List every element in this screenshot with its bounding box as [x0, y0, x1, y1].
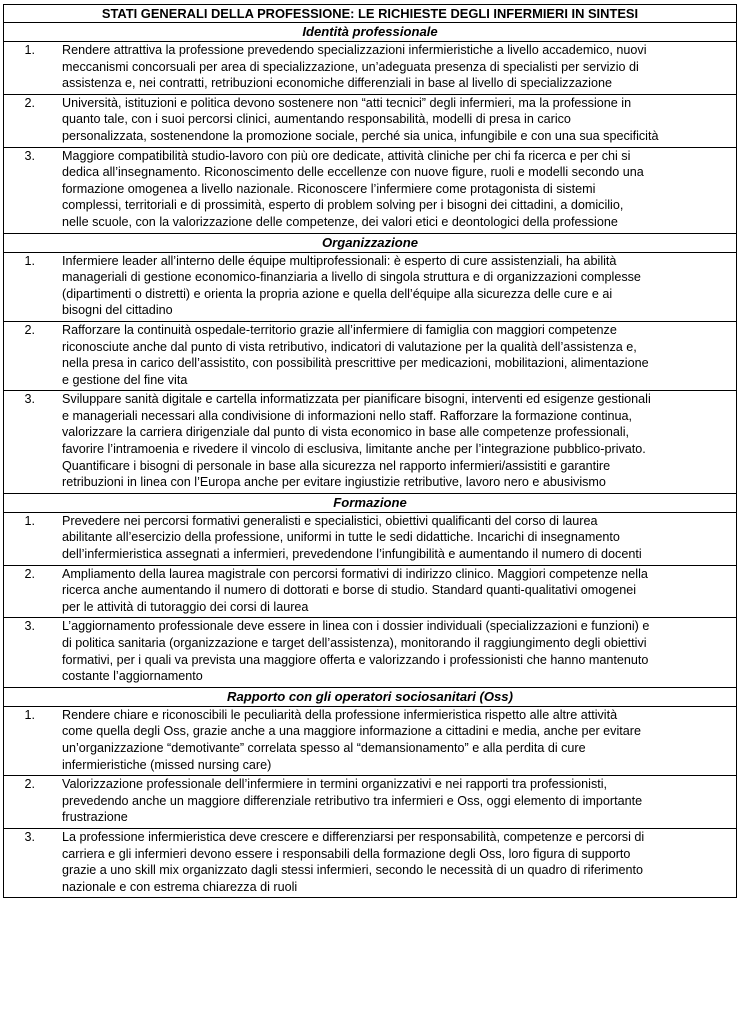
item-text-line: riconosciute anche dal punto di vista retributivo, indicatori di valutazione per la qualità dell’assistenza e,	[62, 339, 637, 354]
item-text-line: frustrazione	[62, 810, 128, 825]
item-text-line: dedica all’insegnamento. Riconoscimento delle eccellenze con nuove figure, ruoli e modelli secondo una	[62, 165, 644, 180]
item-text-line: Rendere attrattiva la professione prevedendo specializzazioni infermieristiche a livello accademico, nuovi	[62, 43, 647, 57]
list-item-row	[4, 618, 737, 687]
item-text	[62, 513, 733, 563]
list-item-row	[4, 321, 737, 390]
item-text-line: Quantificare i bisogni di personale in base alla sicurezza nel rapporto infermieri/assistiti e garantire	[62, 458, 611, 473]
item-text-line: Prevedere nei percorsi formativi generalisti e specialistici, obiettivi qualificanti del corso di laurea	[62, 513, 598, 528]
section-heading: Identità professionale	[4, 23, 737, 42]
item-text-line: formativi, per i quali va prevista una maggiore offerta e valorizzando i professionisti che hanno mantenuto	[62, 652, 649, 667]
item-number: 3.	[24, 619, 35, 634]
list-item-cell	[4, 252, 737, 321]
list-item	[4, 148, 736, 233]
list-item-cell	[4, 565, 737, 618]
list-item	[4, 707, 736, 775]
list-item	[4, 253, 736, 321]
section-heading: Organizzazione	[4, 233, 737, 252]
list-item-cell	[4, 828, 737, 897]
section-heading-row	[4, 493, 737, 512]
list-item	[4, 513, 736, 565]
item-text-line: carriera e gli infermieri devono essere i responsabili della formazione degli Oss, loro figura di supporto	[62, 846, 631, 861]
item-text	[62, 707, 733, 773]
item-number: 1.	[24, 707, 35, 722]
item-text	[62, 322, 733, 388]
item-text-line: bisogni del cittadino	[62, 303, 173, 318]
list-item-row	[4, 828, 737, 897]
item-text-line: L’aggiornamento professionale deve essere in linea con i dossier individuali (specializzazioni e funzioni) e	[62, 619, 650, 634]
list-item-cell	[4, 147, 737, 233]
item-text	[62, 776, 733, 826]
list-item-cell	[4, 94, 737, 147]
list-item-cell	[4, 706, 737, 775]
item-number: 1.	[24, 43, 35, 57]
item-text	[62, 618, 733, 684]
item-text-line: personalizzata, sostenendone la promozione sociale, perché sia unica, infungibile e con una sua specificità	[62, 128, 659, 143]
item-text-line: un’organizzazione “demotivante” correlata spesso al “demansionamento” e alla perdita di cure	[62, 740, 586, 755]
section-heading: Formazione	[4, 493, 737, 512]
list-item-row	[4, 565, 737, 618]
list-item-cell	[4, 42, 737, 95]
item-text-line: quanto tale, con i suoi percorsi clinici, aumentando responsabilità, modelli di presa in carico	[62, 112, 571, 127]
item-text-line: come quella degli Oss, grazie anche a una maggiore informazione a cittadini e media, anche per evitare	[62, 724, 641, 739]
item-text-line: di politica sanitaria (organizzazione e target dell’assistenza), monitorando il raggiungimento degli obiettivi	[62, 636, 647, 650]
list-item-row	[4, 776, 737, 829]
list-item	[4, 776, 736, 828]
list-item-cell	[4, 321, 737, 390]
item-text-line: complessi, territoriali e di prossimità, esperto di problem solving per i bisogni dei cittadini, a domicilio,	[62, 198, 624, 213]
list-item	[4, 95, 736, 147]
item-text	[62, 148, 733, 231]
document-title: STATI GENERALI DELLA PROFESSIONE: LE RICHIESTE DEGLI INFERMIERI IN SINTESI	[4, 5, 737, 23]
item-text	[62, 253, 733, 319]
item-text-line: Valorizzazione professionale dell’infermiere in termini organizzativi e nei rapporti tra professionisti,	[62, 777, 608, 792]
list-item	[4, 618, 736, 686]
item-number: 2.	[24, 566, 35, 581]
list-item-row	[4, 94, 737, 147]
item-text-line: ricerca anche aumentando il numero di dottorati e borse di studio. Standard quanti-qualitativi omogenei	[62, 583, 637, 598]
list-item-cell	[4, 618, 737, 687]
item-number: 3.	[24, 148, 35, 163]
list-item	[4, 566, 736, 618]
item-text-line: retribuzioni in linea con l’Europa anche per evitare ingiustizie retributive, lavoro nero e abusivismo	[62, 475, 606, 490]
item-text-line: La professione infermieristica deve crescere e differenziarsi per responsabilità, competenze e percorsi di	[62, 829, 645, 844]
item-text	[62, 42, 733, 92]
section-heading-row	[4, 233, 737, 252]
item-text-line: assistenza e, nei contratti, retribuzioni economiche differenziali in base al livello di specializzazione	[62, 76, 612, 91]
list-item-cell	[4, 391, 737, 494]
item-text-line: infermieristiche (missed nursing care)	[62, 757, 272, 772]
item-text-line: Infermiere leader all’interno delle équipe multiprofessionali: è esperto di cure assistenziali, ha abilità	[62, 253, 617, 268]
list-item-cell	[4, 512, 737, 565]
section-heading-row	[4, 23, 737, 42]
list-item-row	[4, 391, 737, 494]
item-text	[62, 95, 733, 145]
item-text-line: nelle scuole, con la valorizzazione delle competenze, dei valori etici e deontologici della professione	[62, 214, 618, 229]
item-text-line: meccanismi concorsuali per area di specializzazione, un’adeguata presenza di specialisti per servizio di	[62, 59, 639, 74]
item-text-line: manageriali di gestione economico-finanziaria a livello di singola struttura e di organizzazioni complesse	[62, 270, 641, 285]
item-text-line: grazie a uno skill mix organizzato dagli stessi infermieri, secondo le necessità di un quadro di riferimento	[62, 863, 643, 878]
item-text-line: nazionale e con estrema chiarezza di ruoli	[62, 879, 298, 894]
item-text	[62, 391, 733, 491]
item-text-line: nella presa in carico dell’assistito, con possibilità prescrittive per medicazioni, mobilitazioni, alimentazione	[62, 356, 649, 371]
item-text-line: Maggiore compatibilità studio-lavoro con più ore dedicate, attività cliniche per chi fa ricerca e per chi si	[62, 148, 631, 163]
item-text-line: (dipartimenti o distretti) e orienta la propria azione e quella dell’équipe alla sicurezza delle cure e ai	[62, 286, 613, 301]
item-text-line: Ampliamento della laurea magistrale con percorsi formativi di indirizzo clinico. Maggiori competenze nella	[62, 566, 648, 581]
item-text-line: formazione omogenea a livello nazionale. Riconoscere l’infermiere come protagonista di sistemi	[62, 181, 596, 196]
item-text-line: valorizzare la carriera dirigenziale dal punto di vista economico in base alle competenze professionali,	[62, 425, 630, 440]
item-text-line: dell’infermieristica assegnati a infermieri, prevedendone l’infungibilità e aumentando il numero di docenti	[62, 547, 642, 562]
section-heading-row	[4, 687, 737, 706]
item-text-line: Sviluppare sanità digitale e cartella informatizzata per pianificare bisogni, interventi ed esigenze gestionali	[62, 392, 651, 407]
item-number: 2.	[24, 322, 35, 337]
item-number: 3.	[24, 829, 35, 844]
section-heading: Rapporto con gli operatori sociosanitari (Oss)	[4, 687, 737, 706]
item-text	[62, 566, 733, 616]
item-text-line: Rendere chiare e riconoscibili le peculiarità della professione infermieristica rispetto alle altre attività	[62, 707, 618, 722]
item-number: 2.	[24, 95, 35, 110]
list-item	[4, 42, 736, 94]
item-text-line: costante l’aggiornamento	[62, 669, 203, 684]
item-number: 2.	[24, 777, 35, 792]
item-number: 3.	[24, 392, 35, 407]
item-text-line: e manageriali necessari alla condivisione di informazioni nello staff. Rafforzare la formazione continua,	[62, 408, 633, 423]
item-text	[62, 829, 733, 895]
item-text-line: prevedendo anche un maggiore differenziale retributivo tra infermieri e Oss, oggi elemento di importante	[62, 793, 643, 808]
item-text-line: favorire l’intramoenia e rivedere il vincolo di esclusiva, limitante anche per l’integrazione pubblico-privato.	[62, 442, 646, 457]
item-text-line: e gestione del fine vita	[62, 372, 188, 387]
requests-summary-table	[3, 4, 737, 898]
list-item-cell	[4, 776, 737, 829]
item-number: 1.	[24, 253, 35, 268]
item-text-line: abilitante all’esercizio della professione, uniformi in tutte le sedi didattiche. Incarichi di insegnamento	[62, 530, 620, 545]
list-item	[4, 322, 736, 390]
list-item-row	[4, 252, 737, 321]
list-item-row	[4, 42, 737, 95]
item-text-line: per le attività di tutoraggio dei corsi di laurea	[62, 599, 309, 614]
item-text-line: Università, istituzioni e politica devono sostenere non “atti tecnici” degli infermieri, ma la professione in	[62, 95, 632, 110]
list-item-row	[4, 512, 737, 565]
list-item-row	[4, 706, 737, 775]
list-item	[4, 391, 736, 493]
item-number: 1.	[24, 513, 35, 528]
list-item-row	[4, 147, 737, 233]
item-text-line: Rafforzare la continuità ospedale-territorio grazie all’infermiere di famiglia con maggiori competenze	[62, 322, 617, 337]
list-item	[4, 829, 736, 897]
title-row	[4, 5, 737, 23]
